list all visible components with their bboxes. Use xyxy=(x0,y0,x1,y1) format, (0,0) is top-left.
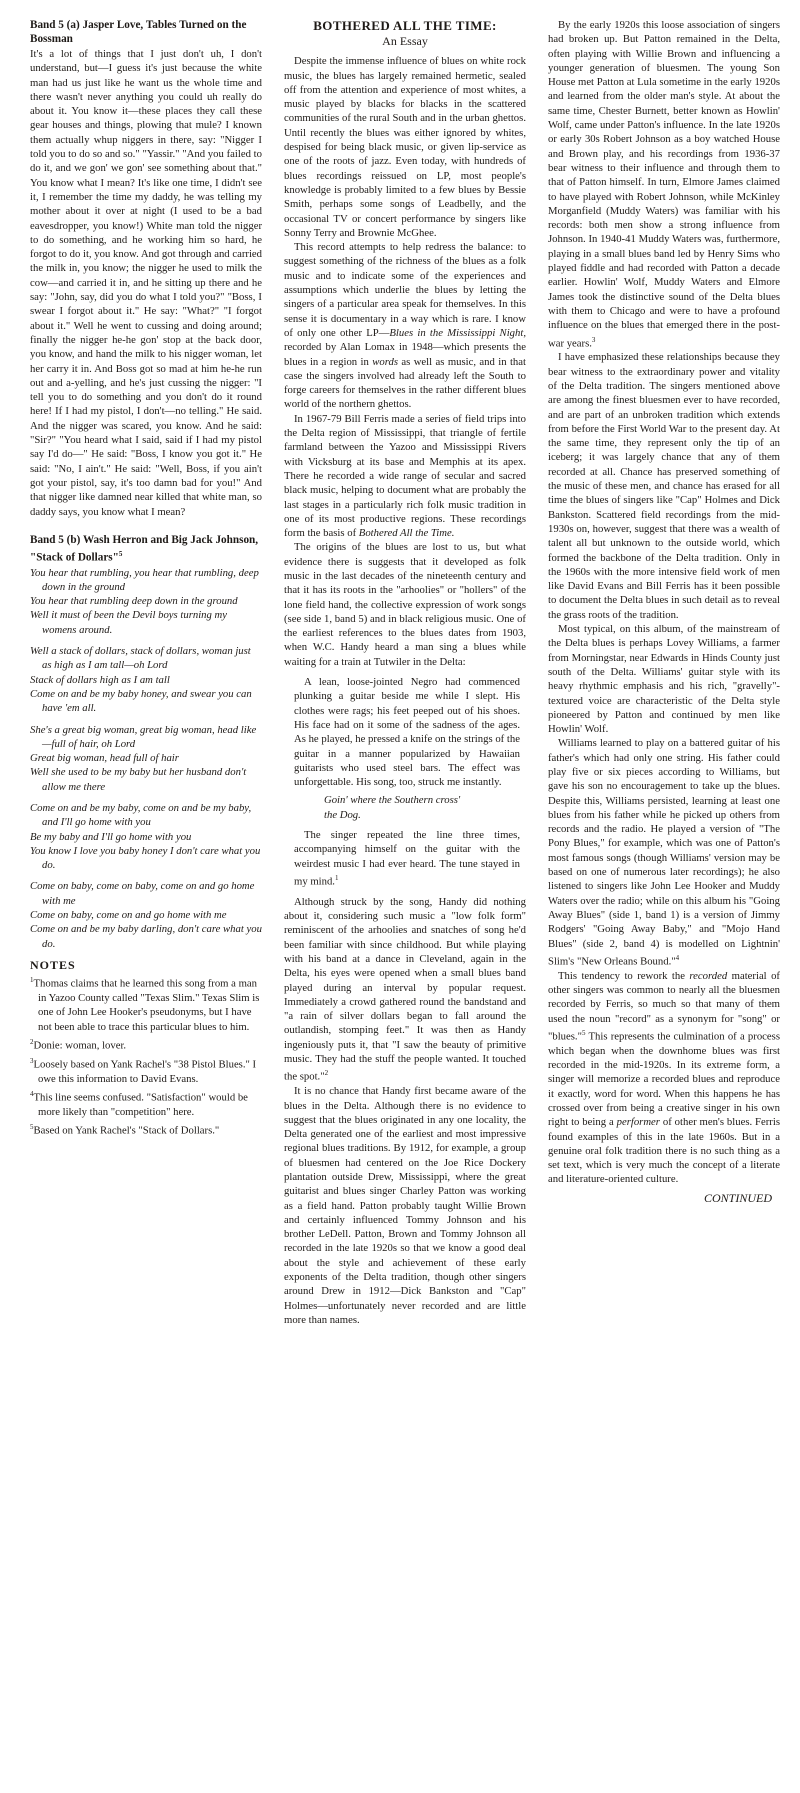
essay-paragraph: The origins of the blues are lost to us, but what evidence there is suggests that it developed as folk music in the last decades of the nineteenth century and that it has its roots in the "arhoolies" or "hollers" of the lone field hand, the collective expression of work songs (see side 1, band 5) and in black religious music. One of the earliest references to the blues dates from 1903, when W.C. Handy heard a man sing a blues while waiting for a train at Tutwiler in the Delta: xyxy=(284,541,526,668)
lyric-line: Great big woman, head full of hair xyxy=(30,752,179,765)
lyric-line: She's a great big woman, great big woman, head like—full of hair, oh Lord xyxy=(30,723,257,750)
quote-text: The singer repeated the line three times, accompanying himself on the guitar with the weirdest music I had ever heard. The tune stayed in my mind.$^1$ xyxy=(294,829,520,888)
left-column xyxy=(30,18,262,1139)
essay-paragraph: This tendency to rework the recorded material of other singers was common to nearly all the bluesmen recorded by Ferris, so much so that many of them used the noun "record" as a synonym for "song" or "blues."$^5$ This represents the culmination of a process which began when the downhome blues was first recorded in the mid-1920s. In its extreme form, a singer will memorize a recorded blues and reproduce it exactly, word for word. When this happens he has crossed over from being a creative singer in his own right to being a performer of other men's blues. Ferris found examples of this in the late 1960s. But in a genuine oral folk tradition there is no such thing as a set text, which is very much the concept of a literate and literature-oriented culture. xyxy=(548,969,780,1186)
quote-verse xyxy=(324,793,520,822)
essay-paragraph: Despite the immense influence of blues on white rock music, the blues has largely remained hermetic, sealed off from the attention and experience of most whites, a music played by blacks for blacks in the scattered communities of the rural South and in the urban ghettos. Until recently the blues was either ignored by whites, despised for being black music, or given lip-service as one of the roots of jazz. Even today, with hundreds of blues recordings reissued on LP, most people's knowledge is probably limited to a few blues by Bessie Smith, perhaps some songs of Leadbelly, and the occasional TV or concert performance by singers like Sonny Terry and Brownie McGhee. xyxy=(284,55,526,239)
lyric-line: You know I love you baby honey I don't care what you do. xyxy=(30,844,261,872)
lyric-stanza xyxy=(30,879,262,950)
band-5a-heading: Band 5 (a) Jasper Love, Tables Turned on the Bossman xyxy=(30,19,247,45)
lyric-stanza xyxy=(30,644,262,715)
lyric-line: Come on baby, come on and go home with me xyxy=(30,909,227,922)
lyric-line: Well she used to be my baby but her husband don't allow me there xyxy=(30,766,247,793)
footnote: $^5$Based on Yank Rachel's "Stack of Dollars." xyxy=(30,1123,220,1137)
quote-verse-line: the Dog. xyxy=(324,808,361,821)
lyric-line: Well it must of been the Devil boys turning my womens around. xyxy=(30,609,227,636)
lyric-line: Stack of dollars high as I am tall xyxy=(30,673,170,686)
lyric-line: Well a stack of dollars, stack of dollars, woman just as high as I am tall—oh Lord xyxy=(30,645,251,672)
lyric-stanza xyxy=(30,566,262,637)
notes-list xyxy=(30,973,262,1138)
lyric-line: Come on and be my baby honey, and swear you can have 'em all. xyxy=(30,687,252,715)
essay-paragraph: By the early 1920s this loose association of singers had broken up. But Patton remained in the Delta, often playing with Willie Brown and influencing a younger generation of bluesmen. The young Son House met Patton at Lula sometime in the early 1920s and learned from the older man's style. At about the same time, Chester Burnett, better known as Howlin' Wolf, came under Patton's influence. In the late 1920s or early 30s Robert Johnson as a boy watched House and Brown play, and his recordings from 1936-37 bear witness to their influence and through them to that of Patton himself. In turn, Elmore James claimed to have played with Robert Johnson, while McKinley Morganfield (Muddy Waters) was familiar with his records: both men show a strong influence from Johnson. In 1940-41 Muddy Waters was, furthermore, playing in a small blues band led by Henry Sims who played fiddle and had recorded with Patton a decade earlier. Howlin' Wolf, Muddy Waters and Elmore James took the distinctive sound of the Delta blues with them to Chicago and were to have a profound influence on the blues that emerged there in the post-war years.$^3$ xyxy=(548,19,780,350)
band-5a-transcript: It's a lot of things that I just don't uh, I don't understand, but—I guess it's just because the white man had us just like he want us the whole time and there wasn't never anything you could uh really do about it. You know it—these places they call these gear houses and things, plowing that mule? I known them actually whup niggers in there, say: "Nigger I told you to do so and so." "Yassir." "And you failed to do it, and we gon' we gon' see something about that." You know what I mean? It's like one time, I didn't see it, I remember the time my daddy, he was telling my mother about it over at night (I used to be a bad eavesdropper, you know!) White man told the nigger to do something, and he working him so hard, he forgot to do it, you know. And got through and carried the milk in, you know; the nigger he used to milk the cow—and carried it in, and he sitting up there and he say: "John, say, did you do what I told you?" "Boss, I swear I forgot about it." He say: "What?" "I forgot about it." Well he went to cussing and doing around; finally the nigger he-he gon' stop at the back door, you know, and hand the milk to his nigger woman, let her carry it in. And Boss got so mad at him he-he run out and a-yelling, and he's just cussing the nigger: "I tell you to do something and you don't do it round here! If I had my pistol, I don't—no telling." He said. And the nigger was scared, you know. And he said: "Sir?" "You heard what I said, said if I had my pistol say I'd do—" He said: "Boss, I know you got it." He said: "No, I ain't." He said: "Well, Boss, if you ain't got your pistol, say, it's too damn bad for you!" And that nigger like damned near killed that white man, so daddy says, you know what I mean? xyxy=(30,48,262,518)
essay-paragraph: I have emphasized these relationships because they bear witness to the extraordinary power and vitality of the Delta tradition. The singers mentioned above are among the finest bluesmen ever to have recorded, and are part of an unbroken tradition which extends from before the First World War to the present day. At the same time, they represent only the tip of an iceberg; it was largely chance that any of them recorded at all. Chance has preserved something of the music of these men, and chance has erased for all time the blues of singers like "Cap" Holmes and Dick Bankston. Scattered field recordings from the mid-1930s on, however, suggest that there was a wealth of talent all but unknown to the outside world, which formed the backbone of the Delta tradition. Only in the 1960s with the more intensive field work of men like David Evans and Bill Ferris has it been possible to document the Delta blues in such detail as to reveal the grass roots of the tradition. xyxy=(548,351,780,621)
essay-paragraph: This record attempts to help redress the balance: to suggest something of the richness of the blues as a folk music and to indicate some of the experiences and assumptions which underlie the blues by letting the singers of a particular area speak for themselves. In this sense it is documentary in a way which is rare. I know of only one other LP—Blues in the Mississippi Night, recorded by Alan Lomax in 1948—which presents the blues in a region in words as well as music, and in that case the singers involved had already left the South to forge careers for themselves in the rather different blues world of the northern ghettos. xyxy=(284,241,526,411)
lyric-stanza xyxy=(30,723,262,794)
lyric-line: You hear that rumbling deep down in the ground xyxy=(30,595,238,608)
lyric-line: Come on baby, come on baby, come on and go home with me xyxy=(30,880,255,907)
footnote: $^4$This line seems confused. "Satisfaction" would be more likely than "competition" here. xyxy=(30,1090,248,1118)
lyric-line: You hear that rumbling, you hear that rumbling, deep down in the ground xyxy=(30,566,259,593)
essay-paragraph: In 1967-79 Bill Ferris made a series of field trips into the Delta region of Mississippi, that triangle of fertile farmland between the Yazoo and Mississippi Rivers with Vicksburg at its base and Memphis at its apex. There he recorded a wide range of secular and sacred black music, helping to document what are probably the last stages in a particularly rich folk music tradition in one of its most productive regions. These recordings form the basis of Bothered All the Time. xyxy=(284,412,526,540)
essay-paragraph: Although struck by the song, Handy did nothing about it, considering such music a "low folk form" reminiscent of the arhoolies and snatches of song he'd been familiar with since childhood. But while playing with his band at a dance in Cleveland, again in the Delta, his eyes were opened when a small blues band played during an interval by popular request. Immediately a crowd gathered round the bandstand and "a rain of silver dollars began to fall around the outlandish, stomping feet." It was then as Handy ingeniously puts it, that "I saw the beauty of primitive music. They had the stuff the people wanted. It touched the spot."$^2$ xyxy=(284,895,526,1083)
lyric-stanza xyxy=(30,801,262,872)
middle-column xyxy=(284,18,526,1327)
lyrics xyxy=(30,566,262,951)
band-5b-heading: Band 5 (b) Wash Herron and Big Jack Johnson, "Stack of Dollars"$^5$ xyxy=(30,533,259,564)
right-column xyxy=(548,18,780,1205)
quote-text: A lean, loose-jointed Negro had commenced plunking a guitar beside me while I slept. His clothes were rags; his feet peeped out of his shoes. His face had on it some of the sadness of the ages. As he played, he pressed a knife on the strings of the guitar in a manner popularized by Hawaiian guitarists who used steel bars. The effect was unforgettable. His song, too, struck me instantly. xyxy=(294,676,520,789)
essay-paragraph: Most typical, on this album, of the mainstream of the Delta blues is perhaps Lovey Williams, a farmer from Morningstar, near Edwards in Hinds County just south of the Delta. Williams' guitar style with its heavy rhythmic emphasis and his rich, "gravelly"-textured voice are characteristic of the Delta style pioneered by Patton and continued by men like Howlin' Wolf. xyxy=(548,623,780,736)
essay-subtitle: An Essay xyxy=(382,34,428,48)
essay-paragraph: Williams learned to play on a battered guitar of his father's which had only one string. His father could play five or six pieces according to Williams, but gave his son no encouragement to take up the blues. Despite this, Williams persisted, learning at least one blues from his father while he picked up others from records and the radio. He played a version of "The Pony Blues," for example, which was one of Patton's most famous songs (though Williams' version may be based on one of numerous later recordings); he also listened to singers like John Lee Hooker and Muddy Waters over the radio; while on this album his "Going Away Blues" (side 1, band 1) is a version of Jimmy Rodgers' "Going Away Baby," and "Mojo Hand Blues" (side 2, band 4) is modelled on Lightnin' Slim's "New Orleans Bound."$^4$ xyxy=(548,737,780,968)
footnote: $^1$Thomas claims that he learned this song from a man in Yazoo County called "Texas Slim." Texas Slim is one of John Lee Hooker's pseudonyms, but I have not been able to trace this particular blues to him. xyxy=(30,976,260,1033)
notes-heading: NOTES xyxy=(30,957,76,972)
lyric-line: Come on and be my baby, come on and be my baby, and I'll go home with you xyxy=(30,801,252,829)
essay-paragraph: It is no chance that Handy first became aware of the blues in the Delta. Although there is no evidence to suggest that the blues originated in any one locality, the Delta generated one of the earliest and most impressive regional blues traditions. By 1912, for example, a group of bluesmen had centered on the Joe Rice Dockery plantation outside Drew, Mississippi, where the great guitarist and blues singer Charley Patton was working as a field hand. Patton probably taught Willie Brown and certainly influenced Tommy Johnson and his brother LeDell. Patton, Brown and Tommy Johnson all recorded in the late 1920s so that we know a good deal about the style and achievement of these early exponents of the Delta tradition, though other singers around Drew in 1912—Dick Bankston and "Cap" Holmes—unfortunately never recorded and are little more than names. xyxy=(284,1085,526,1326)
handy-quote xyxy=(294,675,520,889)
quote-verse-line: Goin' where the Southern cross' xyxy=(324,794,461,807)
essay-title: BOTHERED ALL THE TIME: xyxy=(313,18,497,33)
continued-label: CONTINUED xyxy=(703,1190,772,1205)
footnote: $^3$Loosely based on Yank Rachel's "38 Pistol Blues." I owe this information to David Evans. xyxy=(30,1056,257,1085)
lyric-line: Be my baby and I'll go home with you xyxy=(30,830,192,843)
footnote: $^2$Donie: woman, lover. xyxy=(30,1038,127,1052)
lyric-line: Come on and be my baby darling, don't care what you do. xyxy=(30,923,262,950)
